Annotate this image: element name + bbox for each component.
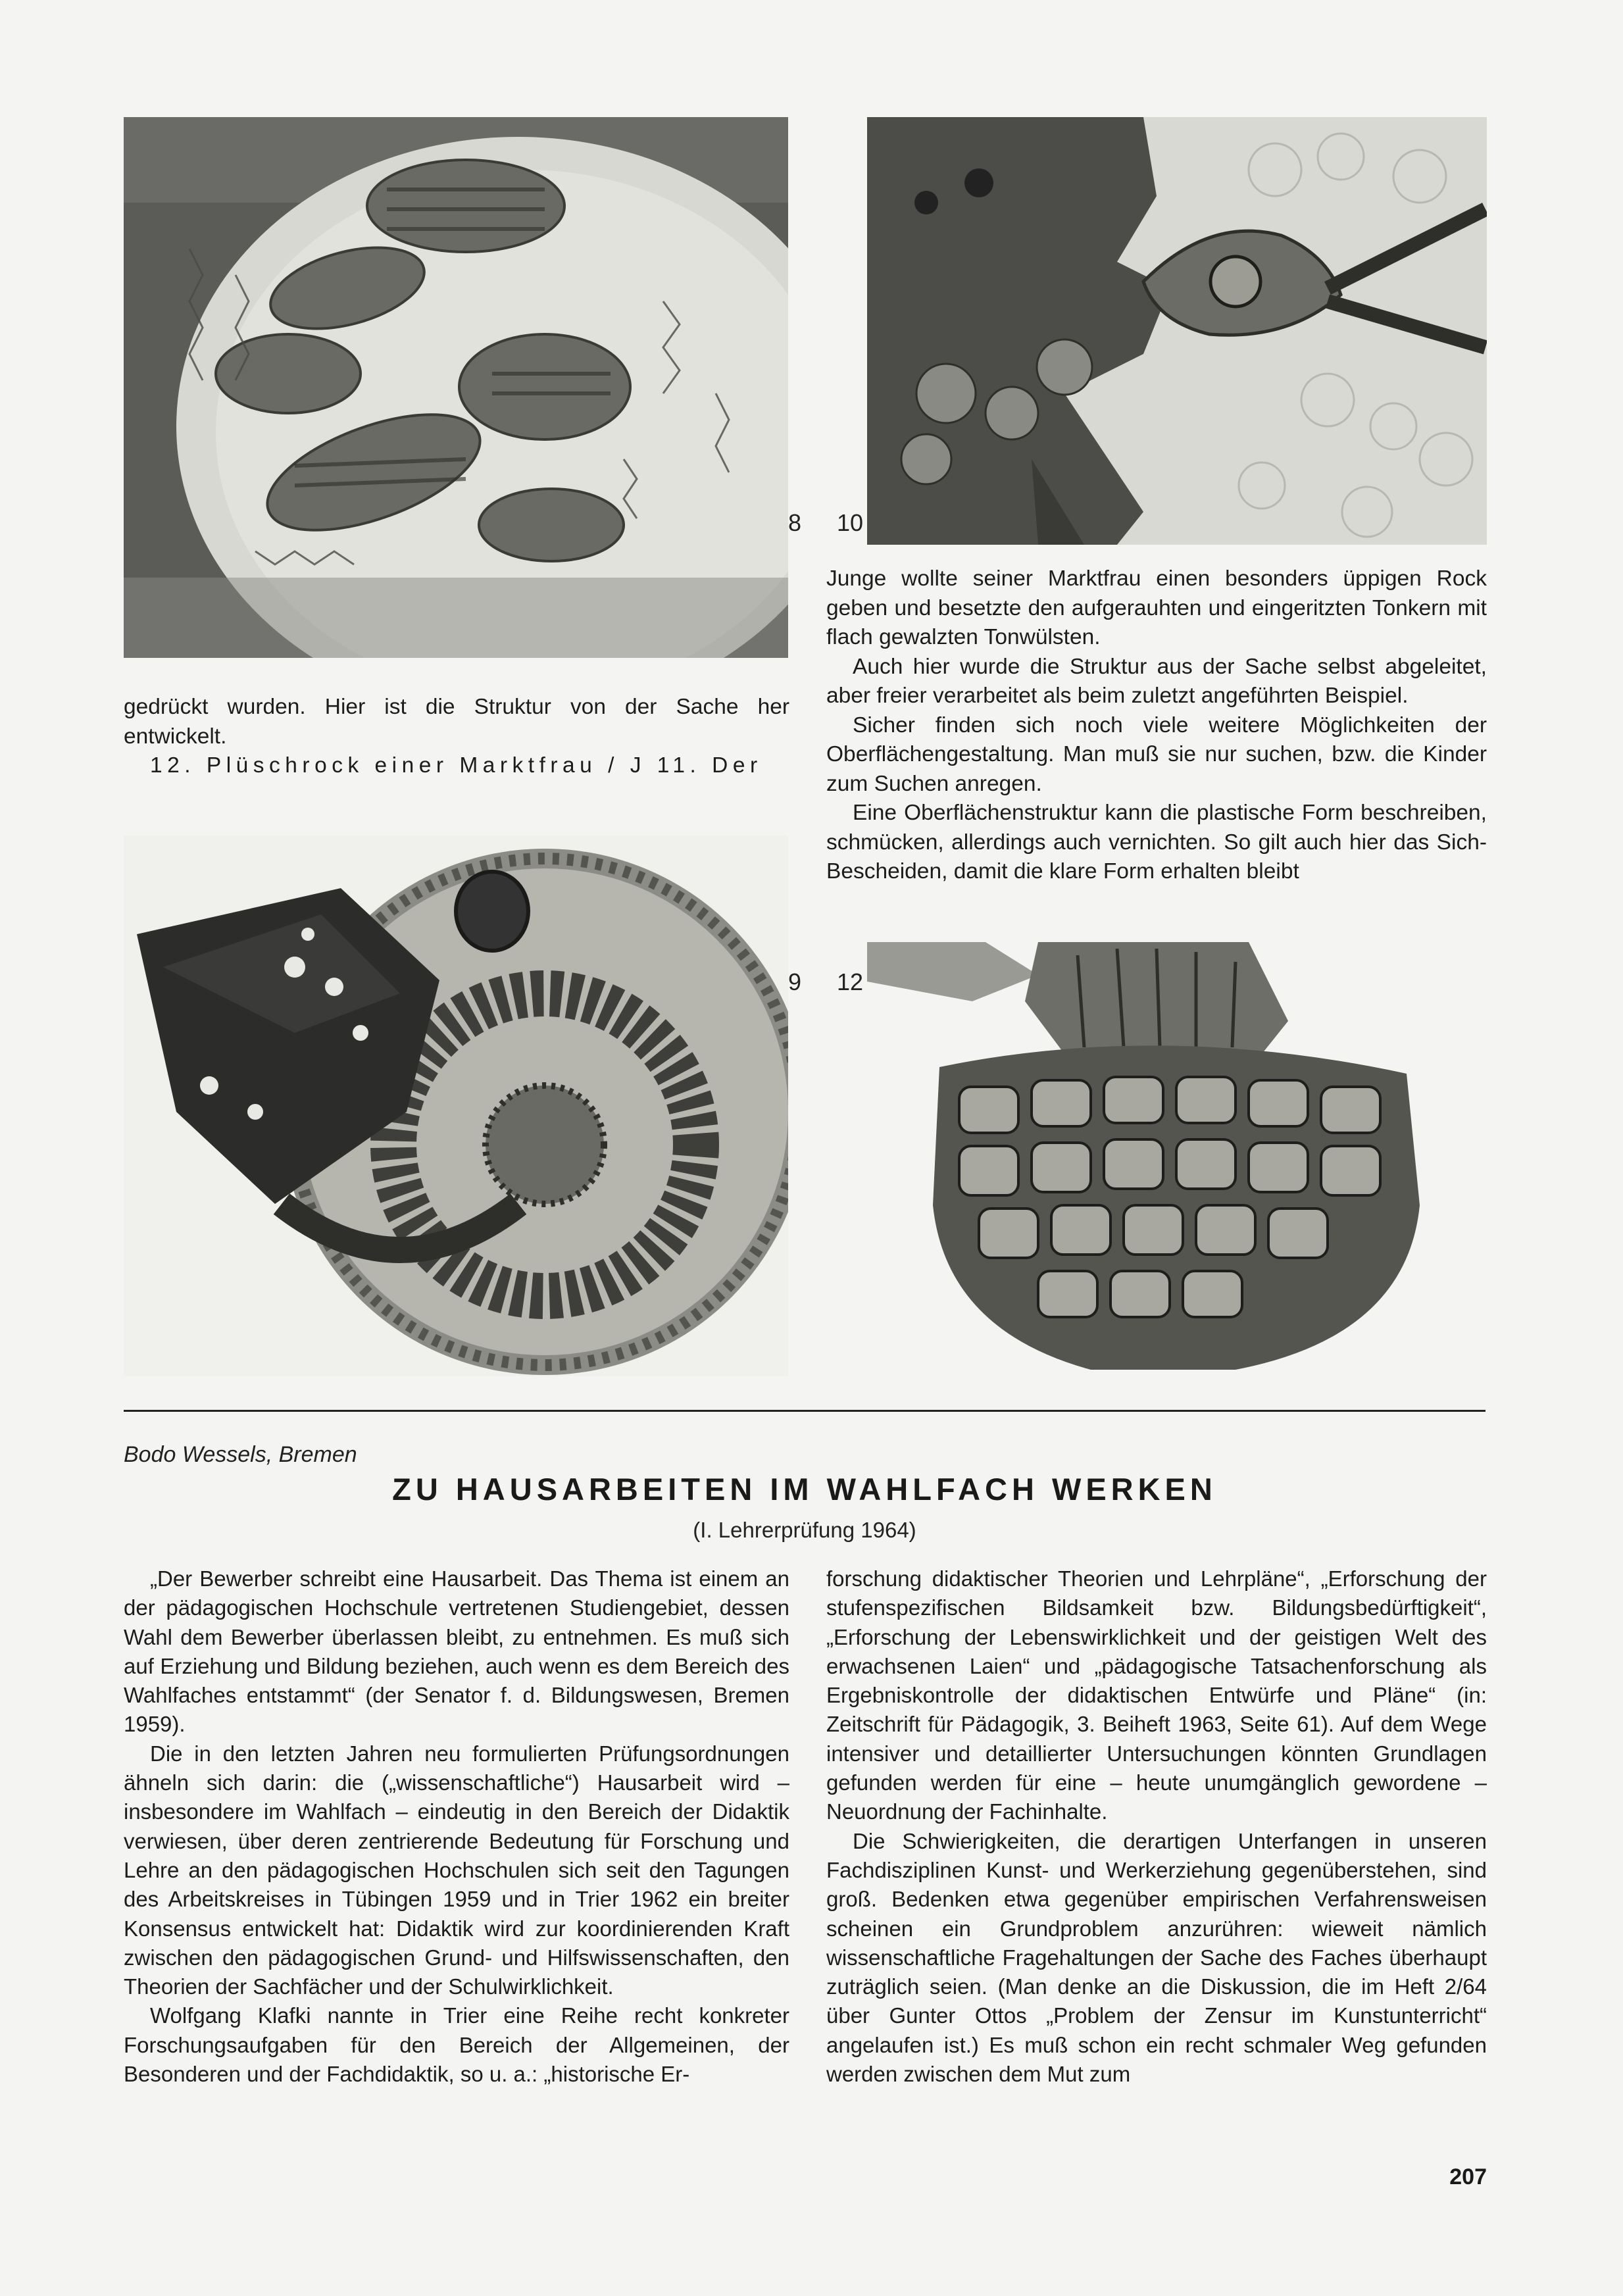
article-left-para-2: Die in den letzten Jahren neu formulierten Prüfungsordnungen ähneln sich darin: die („wissenschaftliche“) Hausarbeit wird – insbesondere im Wahlfach – eindeutig in den Bereich der Didaktik verwiesen, über deren zentrierende Bedeutung für Forschung und Lehre an den pädagogischen Hochschulen sich seit den Tagungen des Arbeitskreises in Tübingen 1959 und in Trier 1962 ein breiter Konsensus entwickelt hat: Didaktik wird zur koordinierenden Kraft zwischen den pädagogischen Grund- und Hilfswissenschaften, den Theorien der Sachfächer und der Schulwirklichkeit.	[124, 1741, 789, 1999]
figure-label-10: 10	[837, 509, 864, 536]
section-divider	[124, 1410, 1486, 1412]
photo-figure-12	[867, 942, 1487, 1378]
article-right-para-1: forschung didaktischer Theorien und Lehrpläne“, „Erforschung der stufenspezifischen Bildsamkeit bzw. Bildungsbedürftigkeit“, „Erforschung der Lebenswirklichkeit und der geistigen Welt des erwachsenen Laien“ und „pädagogische Tatsachenforschung als Ergebniskontrolle der didaktischen Entwürfe und Pläne“ (in: Zeitschrift für Pädagogik, 3. Beiheft 1963, Seite 61). Auf dem Wege intensiver und detaillierter Untersuchungen könnten Grundlagen gefunden werden für eine – heute unumgänglich gewordene – Neuordnung der Fachinhalte.	[826, 1566, 1487, 1824]
article-left-para-3: Wolfgang Klafki nannte in Trier eine Reihe recht konkreter Forschungsaufgaben für den Bereich der Allgemeinen, der Besonderen und der Fachdidaktik, so u. a.: „historische Er-	[124, 2003, 789, 2087]
upper-right-para-3: Sicher finden sich noch viele weitere Möglichkeiten der Oberflächengestaltung. Man muß sie nur suchen, bzw. die Kinder zum Suchen anregen.	[826, 712, 1487, 796]
figure-label-9: 9	[788, 968, 802, 995]
upper-left-line-1: gedrückt wurden. Hier ist die Struktur von der Sache her	[124, 695, 789, 719]
article-left-column	[124, 1564, 789, 2089]
upper-right-text	[826, 564, 1487, 887]
article-left-para-1: „Der Bewerber schreibt eine Hausarbeit. Das Thema ist einem an der pädagogischen Hochschule vertretenen Studiengebiet, dessen Wahl dem Bewerber überlassen bleibt, zu entnehmen. Es muß sich auf Erziehung und Bildung beziehen, auch wenn es dem Bereich des Wahlfaches entstammt“ (der Senator f. d. Bildungswesen, Bremen 1959).	[124, 1566, 789, 1737]
upper-left-text	[124, 693, 789, 781]
upper-right-para-2: Auch hier wurde die Struktur aus der Sache selbst abgeleitet, aber freier verarbeitet als beim zuletzt angeführten Beispiel.	[826, 654, 1487, 708]
upper-left-line-2: entwickelt.	[124, 724, 227, 749]
figure-label-12: 12	[837, 968, 864, 995]
photo-figure-9	[124, 836, 788, 1376]
photo-figure-8	[124, 117, 788, 658]
upper-right-para-1: Junge wollte seiner Marktfrau einen besonders üppigen Rock geben und besetzte den aufgerauhten und eingeritzten Tonkern mit flach gewalzten Tonwülsten.	[826, 566, 1487, 649]
article-right-column	[826, 1564, 1487, 2089]
page-number: 207	[1449, 2164, 1487, 2189]
article-author: Bodo Wessels, Bremen	[124, 1442, 357, 1467]
article-subtitle: (I. Lehrerprüfung 1964)	[693, 1518, 916, 1542]
article-right-para-2: Die Schwierigkeiten, die derartigen Unterfangen in unseren Fachdisziplinen Kunst- und Werkerziehung gegenüberstehen, sind groß. Bedenken etwa gegenüber empirischen Verfahrensweisen scheinen ein Grundproblem anzurühren: wieweit nämlich wissenschaftliche Fragehaltungen der Sache des Faches überhaupt zuträglich seien. (Man denke an die Diskussion, die im Heft 2/64 über Gunter Ottos „Problem der Zensur im Kunstunterricht“ angelaufen ist.) Es muß schon ein recht schmaler Weg gefunden werden zwischen dem Mut zum	[826, 1828, 1487, 2087]
upper-left-line-3: 12. Plüschrock einer Marktfrau / J 11. Der	[150, 753, 762, 778]
article-title: ZU HAUSARBEITEN IM WAHLFACH WERKEN	[392, 1472, 1217, 1507]
figure-label-8: 8	[788, 509, 802, 536]
photo-figure-10	[867, 117, 1487, 545]
upper-right-para-4: Eine Oberflächenstruktur kann die plastische Form beschreiben, schmücken, allerdings auch vernichten. So gilt auch hier das Sich-Bescheiden, damit die klare Form erhalten bleibt	[826, 801, 1487, 884]
